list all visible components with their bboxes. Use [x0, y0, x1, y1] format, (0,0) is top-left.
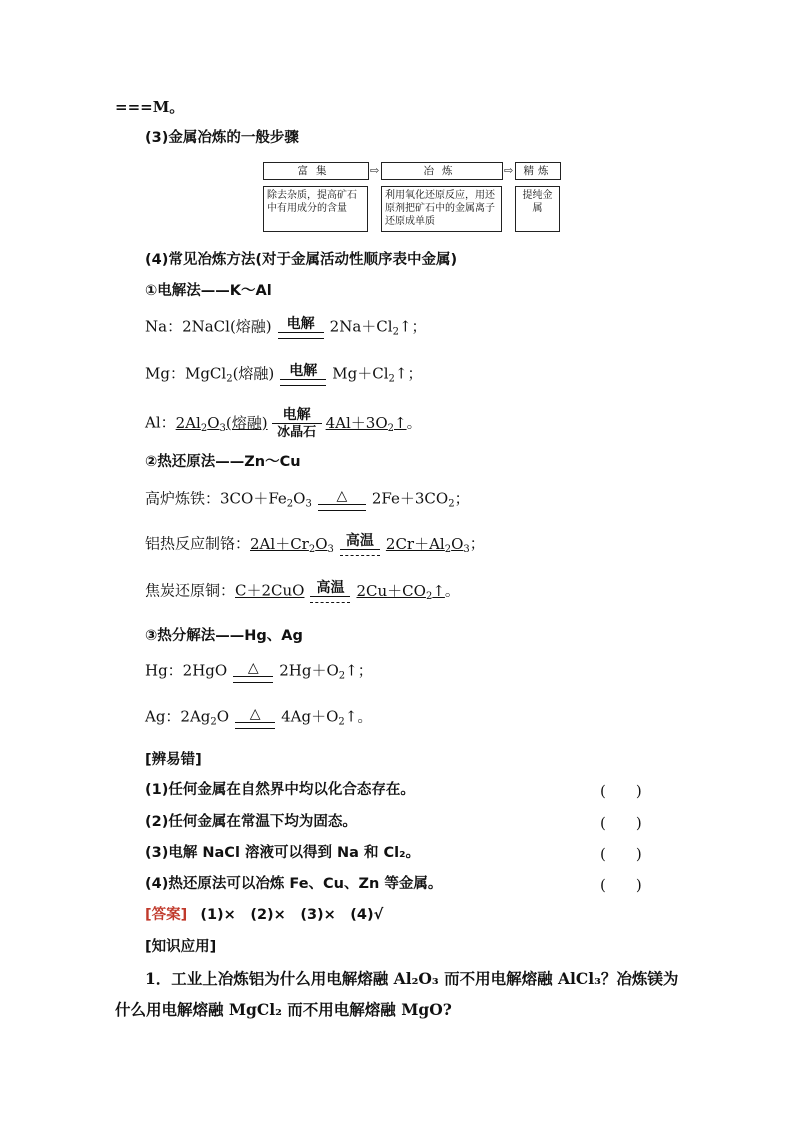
- flow-arrow-icon: ⇨: [504, 164, 514, 177]
- equation-cr: 铝热反应制铬：$2Al+Cr_2O_3$ 高温 $2Cr+Al_2O_3$；: [145, 533, 485, 555]
- judge-item-4: (4)热还原法可以冶炼 Fe、Cu、Zn 等金属。: [145, 876, 443, 892]
- judge-paren-2: ( ): [600, 814, 642, 832]
- step4-title: (4)常见冶炼方法(对于金属活动性顺序表中金属): [145, 252, 458, 268]
- method2-title: ②热还原法——Zn～Cu: [145, 454, 301, 470]
- flow-box-desc-1: 除去杂质，提高矿石中有用成分的含量: [263, 186, 368, 232]
- intro-text: ===M。: [115, 98, 185, 116]
- equation-al: Al：$2Al_2O_3$(熔融) 电解 冰晶石 $4Al+3O_2↑$。: [145, 407, 422, 440]
- answer-label: [答案]: [145, 907, 188, 923]
- method1-title: ①电解法——K～Al: [145, 283, 272, 299]
- equation-mg: Mg：MgCl$_2$(熔融) 电解 $Mg+Cl_2↑$；: [145, 363, 423, 385]
- question-1-line2: 什么用电解熔融 MgCl₂ 而不用电解熔融 MgO?: [115, 1000, 452, 1019]
- equation-fe: 高炉炼铁：$3CO+Fe_2O_3$ △ $2Fe+3CO_2$；: [145, 488, 470, 510]
- flow-box-desc-3: 提纯金属: [515, 186, 560, 232]
- judge-item-3: (3)电解 NaCl 溶液可以得到 Na 和 Cl₂。: [145, 845, 420, 861]
- flow-box-head-2: 冶炼: [381, 162, 503, 180]
- flow-box-desc-2: 利用氧化还原反应，用还原剂把矿石中的金属离子还原成单质: [381, 186, 502, 232]
- flow-box-head-3: 精炼: [515, 162, 561, 180]
- answer-line: [145, 905, 383, 925]
- judge-item-1: (1)任何金属在自然界中均以化合态存在。: [145, 782, 415, 798]
- method3-title: ③热分解法——Hg、Ag: [145, 628, 303, 644]
- flow-arrow-icon: ⇨: [370, 164, 380, 177]
- equation-hg: Hg：2HgO △ $2Hg+O_2↑$；: [145, 660, 373, 682]
- equation-na: Na：2NaCl(熔融) 电解 $2Na+Cl_2↑$；: [145, 316, 427, 338]
- section-bianyicuo: [辨易错]: [145, 752, 202, 768]
- smelting-flowchart: [263, 162, 563, 234]
- flow-box-head-1: 富集: [263, 162, 369, 180]
- equation-ag: Ag：$2Ag_2O$ △ $4Ag+O_2↑$。: [145, 706, 373, 728]
- equation-cu: 焦炭还原铜：C＋2CuO 高温 $2Cu+CO_2↑$。: [145, 580, 460, 602]
- section-zhishi: [知识应用]: [145, 939, 217, 955]
- question-1-line1: 1．工业上冶炼铝为什么用电解熔融 Al₂O₃ 而不用电解熔融 AlCl₃？冶炼镁为: [145, 969, 679, 988]
- step3-title: (3)金属冶炼的一般步骤: [145, 130, 299, 146]
- judge-paren-3: ( ): [600, 845, 642, 863]
- judge-item-2: (2)任何金属在常温下均为固态。: [145, 814, 357, 830]
- judge-paren-1: ( ): [600, 782, 642, 800]
- answer-text: (1)× (2)× (3)× (4)√: [200, 907, 384, 923]
- judge-paren-4: ( ): [600, 876, 642, 894]
